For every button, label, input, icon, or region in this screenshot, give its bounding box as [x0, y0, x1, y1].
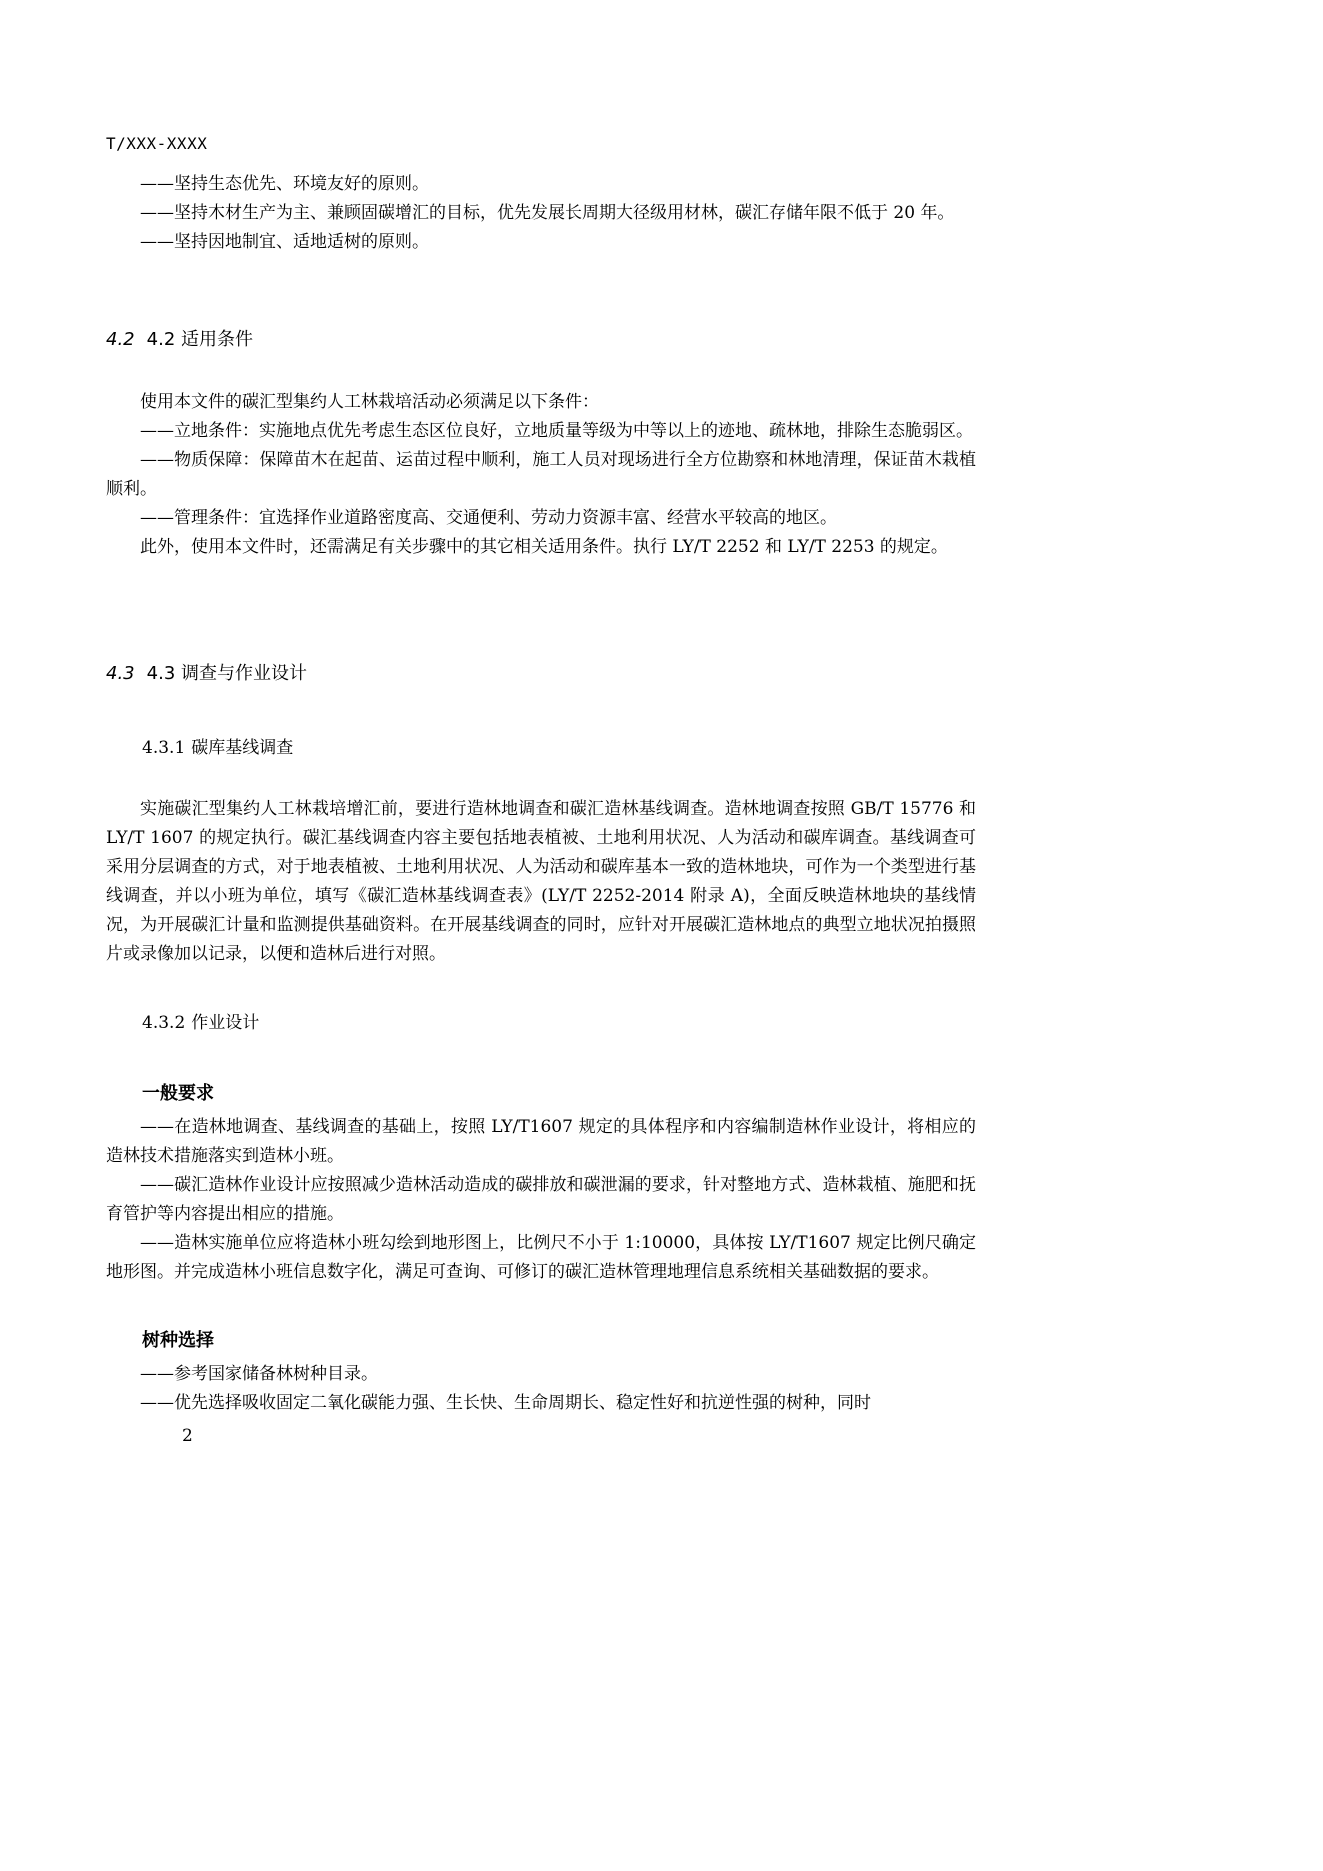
section-heading-4-3-1: [142, 733, 293, 758]
section-heading-4-3: [106, 659, 307, 685]
section-heading-4-2: [106, 325, 253, 351]
paragraph: ——优先选择吸收固定二氧化碳能力强、生长快、生命周期长、稳定性好和抗逆性强的树种，同时: [140, 1393, 871, 1413]
paragraph: ——管理条件：宜选择作业道路密度高、交通便利、劳动力资源丰富、经营水平较高的地区。: [140, 508, 837, 528]
species-selection-heading: 树种选择: [142, 1330, 214, 1351]
section-title: 4.2 适用条件: [146, 329, 253, 350]
paragraph: ——造林实施单位应将造林小班勾绘到地形图上，比例尺不小于 1:10000，具体按 LY/T1607 规定比例尺确定地形图。并完成造林小班信息数字化，满足可查询、可修订的碳汇造林管理地理信息系统相关基础数据的要求。: [106, 1233, 976, 1282]
baseline-survey-block: [106, 795, 976, 969]
paragraph: ——坚持生态优先、环境友好的原则。: [140, 174, 429, 194]
paragraph: ——碳汇造林作业设计应按照减少造林活动造成的碳排放和碳泄漏的要求，针对整地方式、造林栽植、施肥和抚育管护等内容提出相应的措施。: [106, 1175, 976, 1224]
section-title: 4.3 调查与作业设计: [146, 663, 307, 684]
paragraph: ——参考国家储备林树种目录。: [140, 1364, 378, 1384]
principles-block: [106, 170, 976, 257]
paragraph: ——在造林地调查、基线调查的基础上，按照 LY/T1607 规定的具体程序和内容编制造林作业设计，将相应的造林技术措施落实到造林小班。: [106, 1117, 976, 1166]
section-title: 作业设计: [191, 1013, 260, 1033]
paragraph: 此外，使用本文件时，还需满足有关步骤中的其它相关适用条件。执行 LY/T 2252 和 LY/T 2253 的规定。: [140, 537, 948, 557]
paragraph: ——坚持因地制宜、适地适树的原则。: [140, 232, 429, 252]
general-requirements-block: [106, 1113, 976, 1287]
paragraph: ——立地条件：实施地点优先考虑生态区位良好，立地质量等级为中等以上的迹地、疏林地，排除生态脆弱区。: [140, 421, 973, 441]
general-requirements-heading: 一般要求: [142, 1083, 214, 1104]
paragraph: ——物质保障：保障苗木在起苗、运苗过程中顺利，施工人员对现场进行全方位勘察和林地清理，保证苗木栽植顺利。: [106, 450, 976, 499]
document-code: T/XXX-XXXX: [106, 134, 208, 153]
page-number: 2: [182, 1426, 193, 1446]
paragraph: ——坚持木材生产为主、兼顾固碳增汇的目标，优先发展长周期大径级用材林，碳汇存储年限不低于 20 年。: [140, 203, 955, 223]
section-number: 4.3.1: [142, 738, 186, 758]
paragraph: 使用本文件的碳汇型集约人工林栽培活动必须满足以下条件：: [140, 392, 599, 412]
section-number: 4.2: [106, 329, 135, 350]
section-number: 4.3.2: [142, 1013, 186, 1033]
section-heading-4-3-2: [142, 1008, 259, 1033]
section-number: 4.3: [106, 663, 135, 684]
section-title: 碳库基线调查: [191, 738, 294, 758]
applicable-conditions-block: [106, 388, 976, 562]
paragraph: 实施碳汇型集约人工林栽培增汇前，要进行造林地调查和碳汇造林基线调查。造林地调查按照 GB/T 15776 和 LY/T 1607 的规定执行。碳汇基线调查内容主要包括地表植被、土地利用状况、人为活动和碳库调查。基线调查可采用分层调查的方式，对于地表植被、土地利用状况、人为活动和碳库基本一致的造林地块，可作为一个类型进行基线调查，并以小班为单位，填写《碳汇造林基线调查表》(LY/T 2252-2014 附录 A)，全面反映造林地块的基线情况，为开展碳汇计量和监测提供基础资料。在开展基线调查的同时，应针对开展碳汇造林地点的典型立地状况拍摄照片或录像加以记录，以便和造林后进行对照。: [106, 799, 976, 964]
species-selection-block: [106, 1360, 976, 1418]
